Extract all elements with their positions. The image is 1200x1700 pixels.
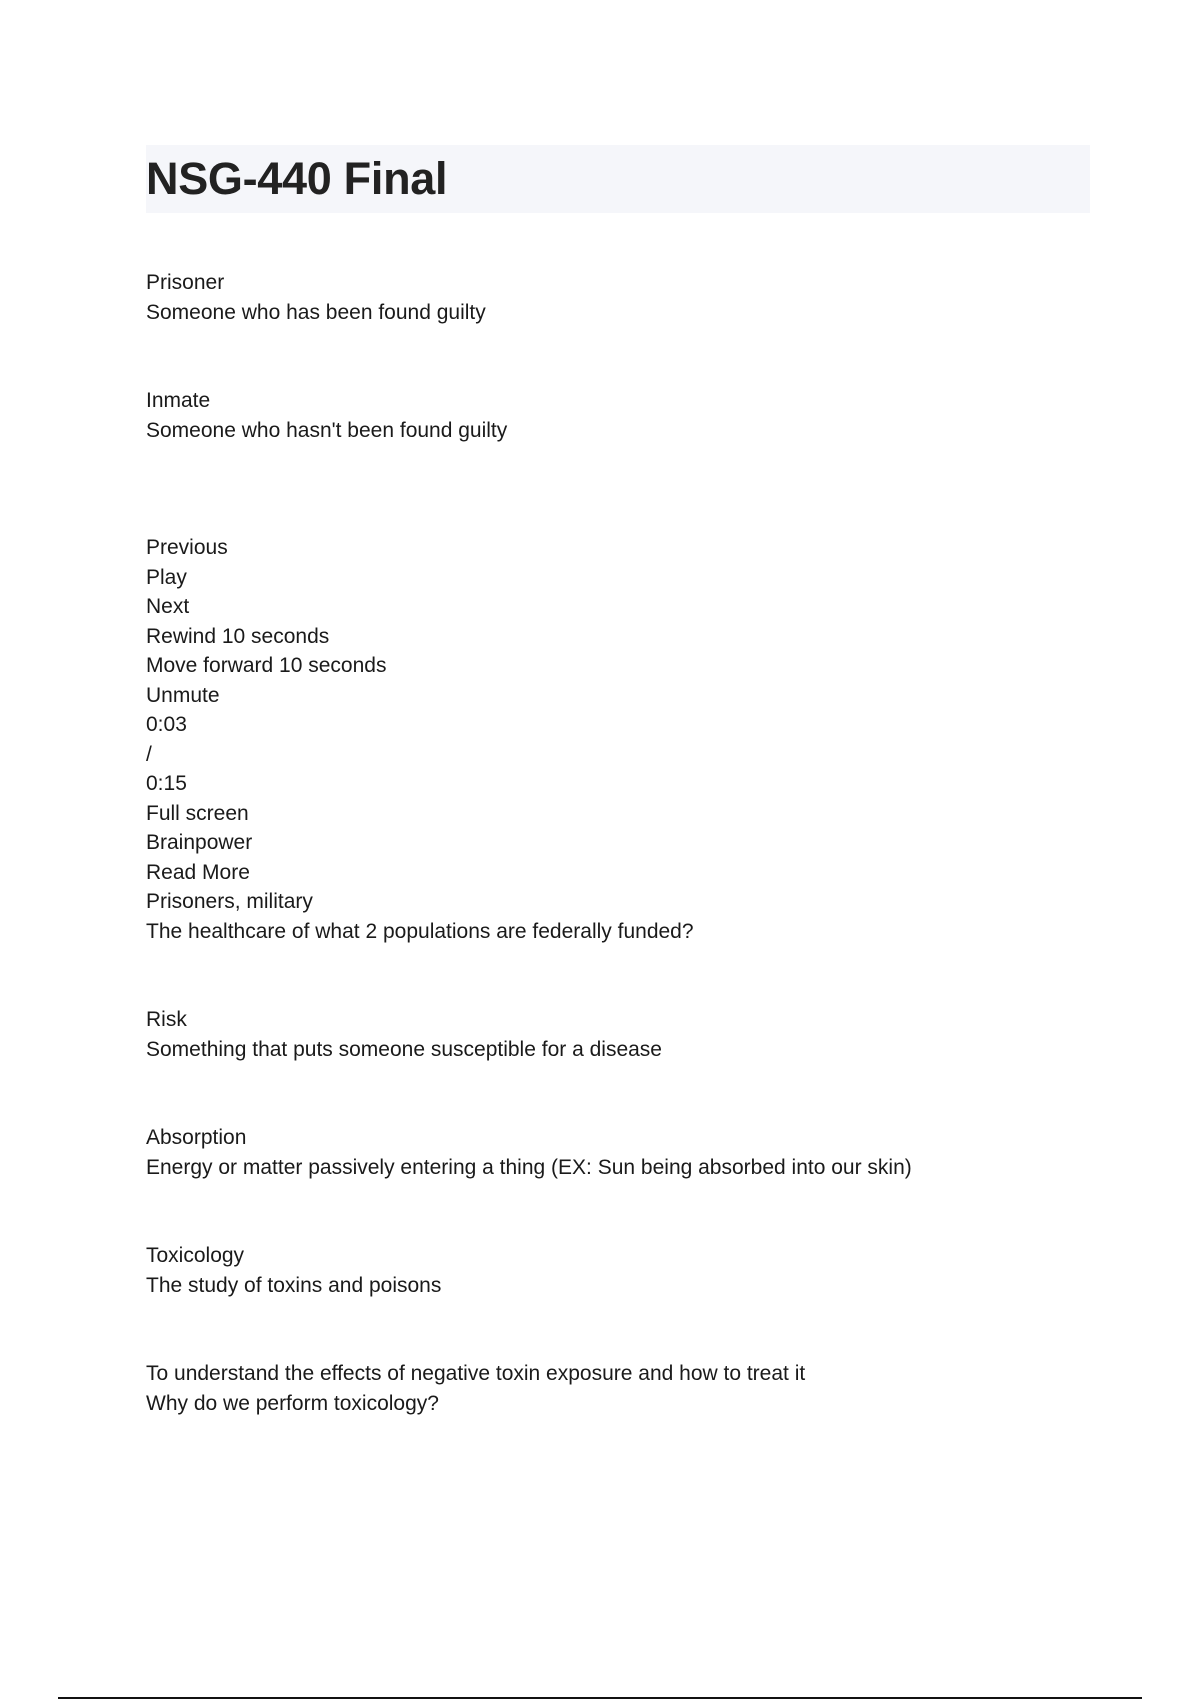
play-label: Play	[146, 565, 187, 589]
media-player-text-block	[146, 533, 1090, 887]
previous-label: Previous	[146, 536, 228, 559]
card-definition: Energy or matter passively entering a thing (EX: Sun being absorbed into our skin)	[146, 1155, 912, 1179]
card-definition: Someone who hasn't been found guilty	[146, 418, 508, 442]
flashcard-content	[146, 268, 1090, 1418]
card-term: Absorption	[146, 1126, 247, 1149]
card-definition: Something that puts someone susceptible for a disease	[146, 1037, 662, 1061]
next-label: Next	[146, 595, 190, 618]
flashcard	[146, 1005, 1090, 1064]
card-term: Prisoners, military	[146, 890, 313, 913]
card-definition: Someone who has been found guilty	[146, 300, 486, 324]
current-time: 0:03	[146, 713, 187, 736]
flashcard	[146, 1241, 1090, 1300]
footer-divider	[58, 1697, 1142, 1699]
card-term: To understand the effects of negative toxin exposure and how to treat it	[146, 1362, 806, 1385]
flashcard	[146, 1123, 1090, 1182]
card-term: Prisoner	[146, 271, 225, 294]
card-term: Toxicology	[146, 1244, 245, 1267]
flashcard	[146, 268, 1090, 327]
card-term: Inmate	[146, 389, 211, 412]
unmute-label: Unmute	[146, 683, 220, 707]
total-time: 0:15	[146, 772, 187, 795]
read-more-label: Read More	[146, 860, 250, 884]
flashcard	[146, 386, 1090, 445]
brainpower-label: Brainpower	[146, 831, 253, 854]
card-term: Risk	[146, 1008, 187, 1031]
flashcard	[146, 887, 1090, 946]
flashcard	[146, 1359, 1090, 1418]
forward-label: Move forward 10 seconds	[146, 654, 387, 677]
page-title: NSG-440 Final	[146, 153, 448, 204]
fullscreen-label: Full screen	[146, 801, 249, 825]
rewind-label: Rewind 10 seconds	[146, 624, 330, 648]
card-definition: The study of toxins and poisons	[146, 1273, 442, 1297]
card-definition: The healthcare of what 2 populations are federally funded?	[146, 919, 694, 943]
card-definition: Why do we perform toxicology?	[146, 1391, 439, 1415]
title-banner	[146, 145, 1090, 213]
time-separator: /	[146, 742, 152, 766]
